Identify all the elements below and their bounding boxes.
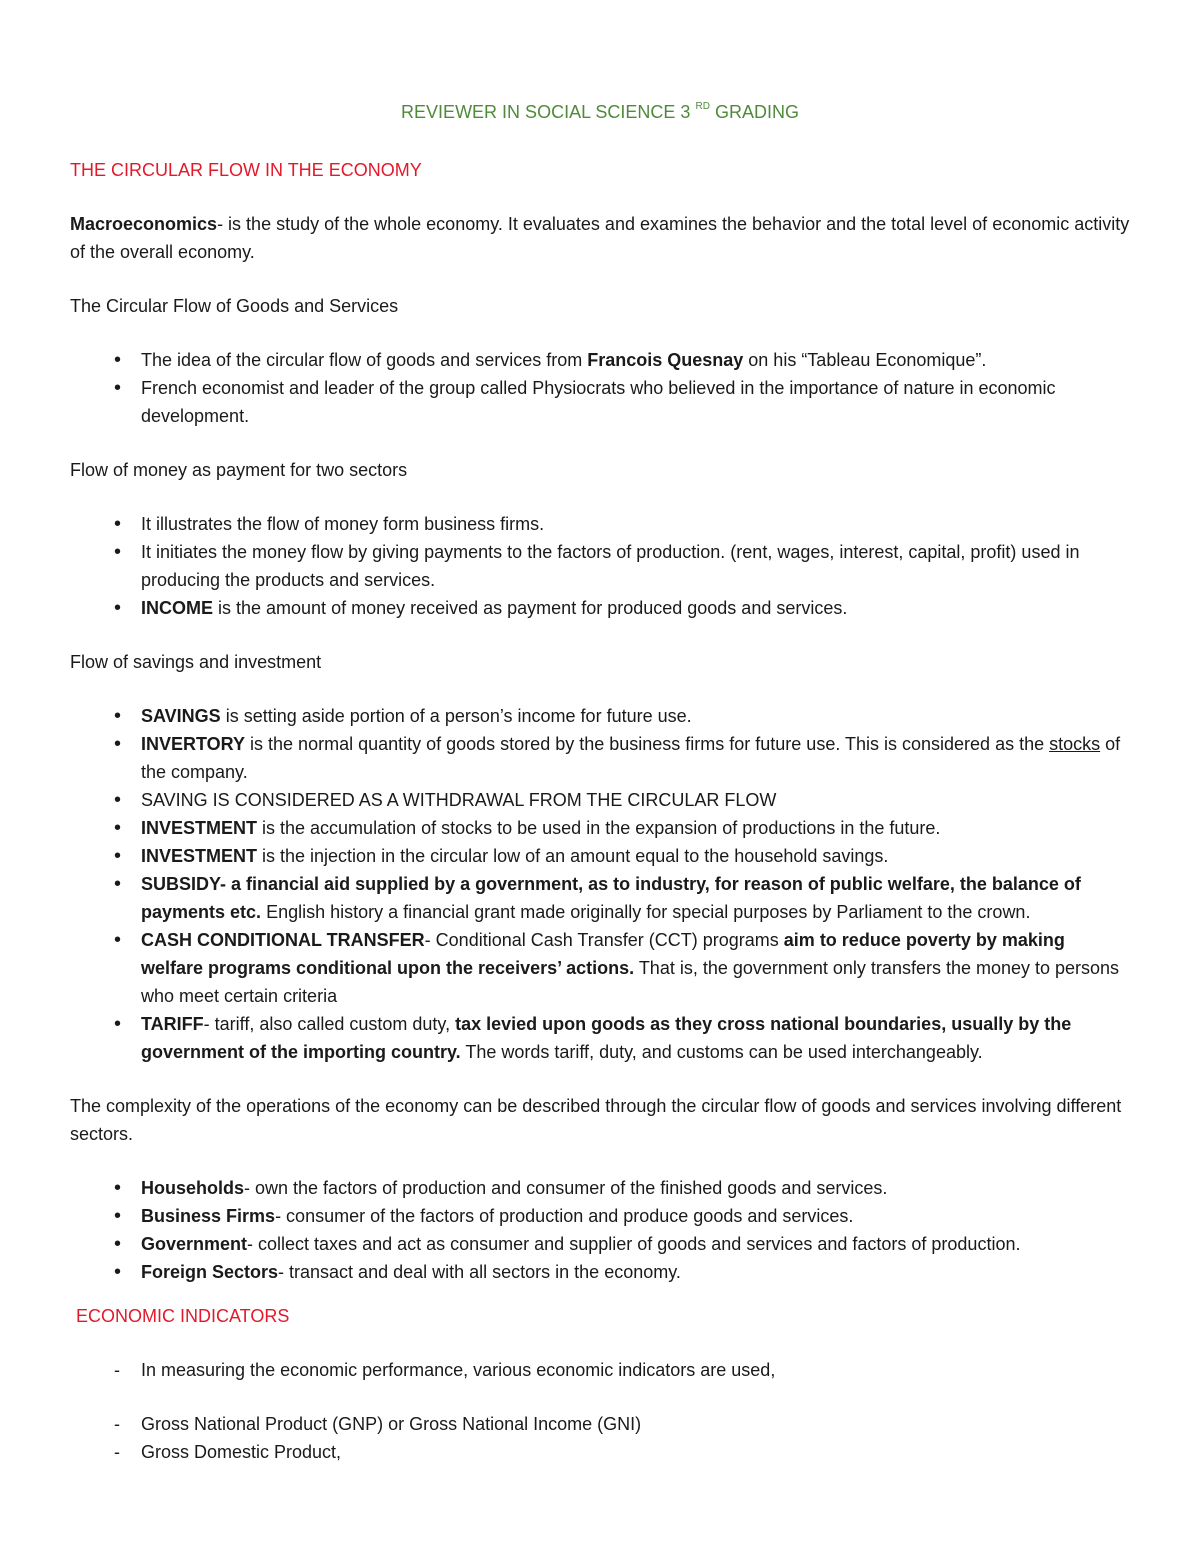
- list-item-text: That is, the government only transfers the money to persons who meet certain criteria: [141, 958, 1120, 1006]
- list-item-text: - consumer of the factors of production and produce goods and services.: [275, 1206, 854, 1226]
- foreign-sectors-term: Foreign Sectors: [141, 1262, 279, 1282]
- list-item-text: - own the factors of production and consumer of the finished goods and services.: [244, 1178, 888, 1198]
- list-item: [70, 814, 1130, 842]
- list-item-text: is the amount of money received as payment for produced goods and services.: [213, 598, 848, 618]
- subsidy-term: SUBSIDY: [141, 874, 221, 894]
- list-item: [70, 1010, 1130, 1066]
- quesnay-name: Francois Quesnay: [587, 350, 744, 370]
- list-item-text: - transact and deal with all sectors in the economy.: [278, 1262, 681, 1282]
- list-item: • SAVING IS CONSIDERED AS A WITHDRAWAL FROM THE CIRCULAR FLOW: [70, 786, 1130, 814]
- list-item: - Gross National Product (GNP) or Gross National Income (GNI): [70, 1410, 1130, 1438]
- section-heading-circular-flow: THE CIRCULAR FLOW IN THE ECONOMY: [70, 160, 422, 180]
- subsidy-bold-definition: - a financial aid supplied by a government, as to industry, for reason of public welfare, the balance of payments etc.: [141, 874, 1081, 922]
- goods-services-list: [70, 346, 1130, 430]
- list-item-text: is the accumulation of stocks to be used in the expansion of productions in the future.: [257, 818, 941, 838]
- macroeconomics-definition: [70, 210, 1130, 266]
- list-item-text: - tariff, also called custom duty,: [203, 1014, 456, 1034]
- list-item: [70, 1258, 1130, 1286]
- list-item: [70, 1202, 1130, 1230]
- title-tail: GRADING: [714, 102, 799, 122]
- list-item: [70, 594, 1130, 622]
- list-item-text: The idea of the circular flow of goods and services from: [141, 350, 588, 370]
- cct-term: CASH CONDITIONAL TRANSFER: [141, 930, 425, 950]
- money-flow-list: [70, 510, 1130, 622]
- cct-bold-definition: aim to reduce poverty by making welfare programs conditional upon the receivers’ actions.: [141, 930, 1065, 978]
- tariff-term: TARIFF: [141, 1014, 204, 1034]
- government-term: Government: [141, 1234, 248, 1254]
- complexity-paragraph: The complexity of the operations of the economy can be described through the circular flow of goods and services involving different sectors.: [70, 1096, 1122, 1144]
- list-item: [70, 1230, 1130, 1258]
- list-item-text: - collect taxes and act as consumer and supplier of goods and services and factors of production.: [247, 1234, 1021, 1254]
- stocks-underlined: stocks: [1049, 734, 1101, 754]
- tariff-bold-definition: tax levied upon goods as they cross national boundaries, usually by the government of the importing country.: [141, 1014, 1072, 1062]
- savings-investment-heading: Flow of savings and investment: [70, 652, 322, 672]
- indicators-list: [70, 1410, 1130, 1466]
- document-title: [70, 98, 1130, 126]
- list-item-text: is setting aside portion of a person’s income for future use.: [220, 706, 692, 726]
- title-main: REVIEWER IN SOCIAL SCIENCE 3: [401, 102, 691, 122]
- income-term: INCOME: [141, 598, 213, 618]
- list-item: [70, 842, 1130, 870]
- list-item: [70, 870, 1130, 926]
- savings-investment-list: [70, 702, 1130, 1066]
- list-item-text: The words tariff, duty, and customs can be used interchangeably.: [460, 1042, 983, 1062]
- list-item: [70, 702, 1130, 730]
- document-page: [70, 98, 1130, 1466]
- list-item-text: is the normal quantity of goods stored by the business firms for future use. This is considered as the: [245, 734, 1050, 754]
- section-heading-economic-indicators: ECONOMIC INDICATORS: [76, 1306, 290, 1326]
- list-item: - In measuring the economic performance, various economic indicators are used,: [70, 1356, 1130, 1384]
- list-item: • It illustrates the flow of money form business firms.: [70, 510, 1130, 538]
- list-item-text: is the injection in the circular low of an amount equal to the household savings.: [257, 846, 889, 866]
- households-term: Households: [141, 1178, 245, 1198]
- list-item: - Gross Domestic Product,: [70, 1438, 1130, 1466]
- list-item-text: on his “Tableau Economique”.: [743, 350, 987, 370]
- macroeconomics-term: Macroeconomics: [70, 214, 218, 234]
- list-item: • It initiates the money flow by giving payments to the factors of production. (rent, wages, interest, capital, profit) used in producing the products and services.: [70, 538, 1130, 594]
- title-superscript: RD: [695, 101, 710, 112]
- sectors-list: [70, 1174, 1130, 1286]
- investment-term: INVESTMENT: [141, 846, 258, 866]
- list-item-text: of the company.: [141, 734, 1121, 782]
- money-flow-heading: Flow of money as payment for two sectors: [70, 460, 408, 480]
- list-item: [70, 346, 1130, 374]
- list-item-text: - Conditional Cash Transfer (CCT) programs: [424, 930, 784, 950]
- list-item: [70, 1174, 1130, 1202]
- investment-term: INVESTMENT: [141, 818, 258, 838]
- indicators-intro-list: [70, 1356, 1130, 1384]
- list-item: • French economist and leader of the group called Physiocrats who believed in the importance of nature in economic development.: [70, 374, 1130, 430]
- savings-term: SAVINGS: [141, 706, 221, 726]
- list-item-text: English history a financial grant made originally for special purposes by Parliament to the crown.: [261, 902, 1031, 922]
- inventory-term: INVERTORY: [141, 734, 246, 754]
- business-firms-term: Business Firms: [141, 1206, 276, 1226]
- spacer: [70, 1384, 1130, 1410]
- list-item: [70, 926, 1130, 1010]
- goods-services-heading: The Circular Flow of Goods and Services: [70, 296, 399, 316]
- list-item: [70, 730, 1130, 786]
- macroeconomics-text: - is the study of the whole economy. It evaluates and examines the behavior and the total level of economic activity of the overall economy.: [70, 214, 1130, 262]
